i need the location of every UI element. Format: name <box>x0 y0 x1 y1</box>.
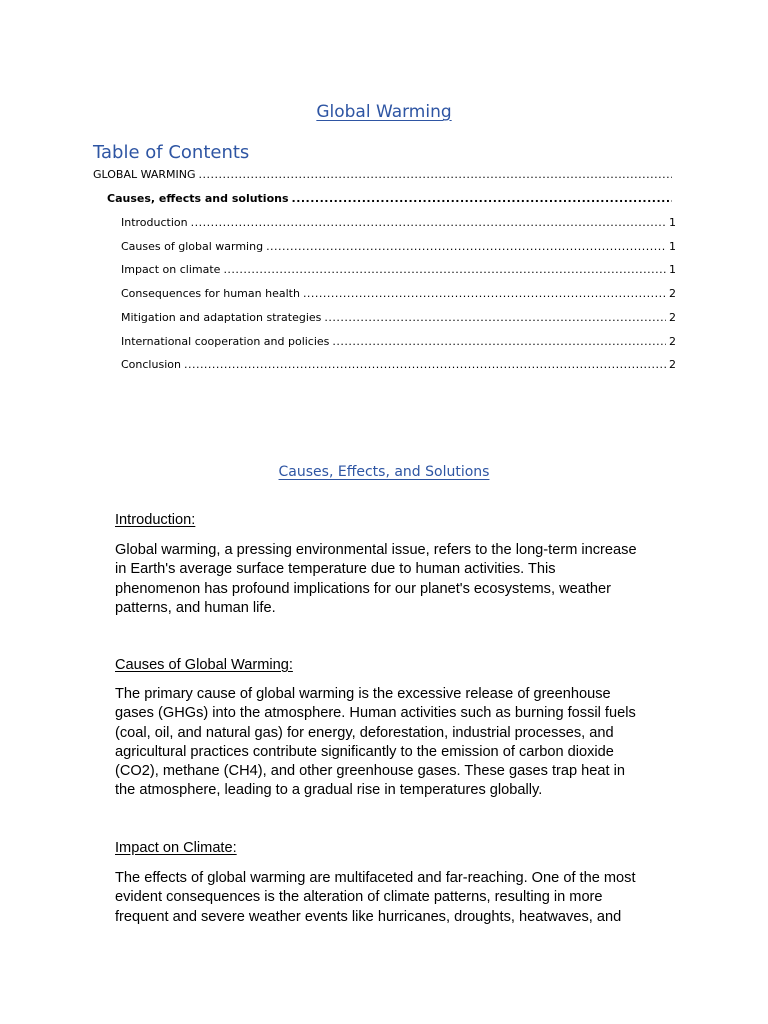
paragraph-line: the atmosphere, leading to a gradual rise in temperatures globally. <box>115 782 543 799</box>
toc-entry-causes-of-global-warming[interactable] <box>121 240 676 253</box>
toc-page-number: 2 <box>669 311 676 324</box>
toc-page-number: 1 <box>669 216 676 229</box>
paragraph-line: phenomenon has profound implications for our planet's ecosystems, weather <box>115 580 612 597</box>
toc-leader-dots <box>199 168 672 181</box>
toc-entry-label: Impact on climate <box>121 263 221 276</box>
toc-entry-label: Conclusion <box>121 358 181 371</box>
toc-leader-dots <box>223 263 666 276</box>
toc-entry-label: Introduction <box>121 216 188 229</box>
toc-page-number: 1 <box>669 240 676 253</box>
toc-page-number: 2 <box>669 287 676 300</box>
toc-entry-label: International cooperation and policies <box>121 335 330 348</box>
section-title: Causes, Effects, and Solutions <box>278 464 490 480</box>
toc-entry-causes-effects-solutions[interactable] <box>107 192 675 205</box>
toc-leader-dots <box>324 311 666 324</box>
toc-entry-conclusion[interactable] <box>121 358 676 371</box>
paragraph-line: (CO2), methane (CH4), and other greenhouse gases. These gases trap heat in <box>115 763 625 780</box>
section-heading-impact: Impact on Climate: <box>115 840 237 856</box>
toc-page-number: 1 <box>669 263 676 276</box>
toc-page-number: 2 <box>669 335 676 348</box>
paragraph-line: agricultural practices contribute significantly to the emission of carbon dioxide <box>115 743 614 760</box>
toc-leader-dots <box>266 240 666 253</box>
document-title: Global Warming <box>316 102 452 122</box>
toc-entry-label: Mitigation and adaptation strategies <box>121 311 322 324</box>
toc-leader-dots <box>184 358 666 371</box>
paragraph-line: gases (GHGs) into the atmosphere. Human activities such as burning fossil fuels <box>115 705 636 722</box>
toc-leader-dots <box>332 335 666 348</box>
toc-leader-dots <box>303 287 666 300</box>
toc-entry-introduction[interactable] <box>121 216 676 229</box>
toc-entry-mitigation-adaptation[interactable] <box>121 311 676 324</box>
paragraph-causes <box>115 685 680 801</box>
toc-entry-label: Consequences for human health <box>121 287 300 300</box>
toc-entry-label: Causes, effects and solutions <box>107 192 289 205</box>
toc-leader-dots <box>292 192 672 205</box>
toc-page-number: 2 <box>669 358 676 371</box>
toc-heading: Table of Contents <box>93 142 250 163</box>
paragraph-line: (coal, oil, and natural gas) for energy, deforestation, industrial processes, and <box>115 724 614 741</box>
toc-leader-dots <box>191 216 666 229</box>
paragraph-line: Global warming, a pressing environmental issue, refers to the long-term increase <box>115 542 637 558</box>
paragraph-line: The primary cause of global warming is the excessive release of greenhouse <box>115 686 611 702</box>
toc-entry-impact-on-climate[interactable] <box>121 263 676 276</box>
toc-entry-international-cooperation[interactable] <box>121 335 676 348</box>
paragraph-line: evident consequences is the alteration of climate patterns, resulting in more <box>115 889 603 906</box>
paragraph-line: patterns, and human life. <box>115 599 276 616</box>
section-heading-introduction: Introduction: <box>115 512 196 528</box>
paragraph-introduction <box>115 541 680 618</box>
toc-entry-label: Causes of global warming <box>121 240 264 253</box>
paragraph-line: in Earth's average surface temperature due to human activities. This <box>115 561 556 578</box>
toc-entry-global-warming[interactable] <box>93 168 675 181</box>
toc-entry-consequences-human-health[interactable] <box>121 287 676 300</box>
paragraph-line: The effects of global warming are multifaceted and far-reaching. One of the most <box>115 870 636 886</box>
section-heading-causes: Causes of Global Warming: <box>115 657 293 673</box>
toc-entry-label: GLOBAL WARMING <box>93 168 196 181</box>
paragraph-line: frequent and severe weather events like hurricanes, droughts, heatwaves, and <box>115 908 622 925</box>
paragraph-impact <box>115 869 680 927</box>
